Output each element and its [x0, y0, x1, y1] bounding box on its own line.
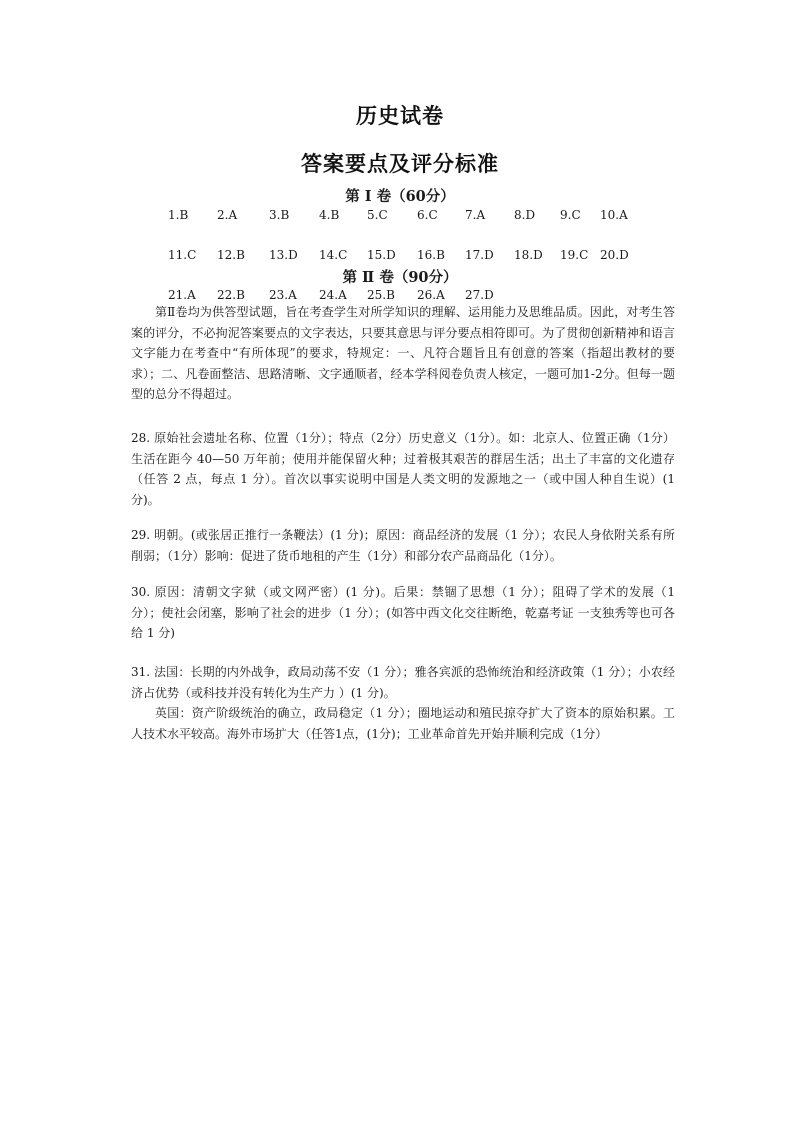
document-subtitle: 答案要点及评分标准 — [301, 152, 499, 176]
question-31-britain-answer: 英国：资产阶级统治的确立，政局稳定（1 分）；圈地运动和殖民掠夺扩大了资本的原始积累。工人技术水平较高。海外市场扩大（任答1点，(1分)；工业革命首先开始并顺利完成（1分） — [131, 706, 675, 741]
answer-item: 8.D — [514, 208, 536, 222]
answer-item: 9.C — [560, 208, 581, 222]
intro-paragraph: 第Ⅱ卷均为供答型试题，旨在考查学生对所学知识的理解、运用能力及思维品质。因此，对考生答案的评分，不必拘泥答案要点的文字表达，只要其意思与评分要点相符即可。为了贯彻创新精神和语言文字能力在考查中“有所体现”的要求，特规定：一、凡符合题旨且有创意的答案（指超出教材的要求）；二、凡卷面整洁、思路清晰、文字通顺者，经本学科阅卷负责人核定，一题可加1-2分。但每一题型的总分不得超过。 — [131, 305, 675, 401]
answer-item: 13.D — [269, 248, 298, 262]
question-31-france-answer: 31. 法国：长期的内外战争，政局动荡不安（1 分）；雅各宾派的恐怖统治和经济政策（1 分）；小农经济占优势（或科技并没有转化为生产力 ）(1 分)。 — [131, 665, 675, 700]
answer-item: 21.A — [168, 288, 196, 302]
answer-item: 20.D — [600, 248, 629, 262]
answer-item: 23.A — [269, 288, 297, 302]
answer-item: 27.D — [465, 288, 494, 302]
question-30-answer: 30. 原因：清朝文字狱（或文网严密）(1 分)。后果：禁锢了思想（1 分）；阻碍了学术的发展（1 分）；使社会闭塞，影响了社会的进步（1 分）；(如答中西文化交往断绝，乾嘉考证 一支独秀等也可各给 1 分) — [131, 585, 675, 640]
answer-item: 12.B — [217, 248, 245, 262]
answer-item: 5.C — [367, 208, 388, 222]
question-29-answer: 29. 明朝。(或张居正推行一条鞭法）(1 分)；原因：商品经济的发展（1 分）；农民人身依附关系有所削弱；（1分）影响：促进了货币地租的产生（1分）和部分农产品商品化（1分）。 — [131, 528, 675, 563]
question-28-answer: 28. 原始社会遗址名称、位置（1分）；特点（2分）历史意义（1分）。如：北京人、位置正确（1分）生活在距今 40—50 万年前；使用并能保留火种；过着极其艰苦的群居生活；出土了丰富的文化遗存（任答 2 点，每点 1 分）。首次以事实说明中国是人类文明的发源地之一（或中国人种自生说）(1分)。 — [131, 431, 675, 507]
volume-2-heading: 第 Ⅱ 卷（90分） — [342, 269, 458, 286]
answer-item: 11.C — [168, 248, 197, 262]
answer-item: 4.B — [319, 208, 340, 222]
answer-item: 17.D — [465, 248, 494, 262]
answer-item: 16.B — [417, 248, 445, 262]
document-title: 历史试卷 — [356, 104, 444, 128]
answer-row — [168, 248, 688, 268]
answer-item: 19.C — [560, 248, 589, 262]
answer-item: 10.A — [600, 208, 628, 222]
answer-item: 15.D — [367, 248, 396, 262]
answer-item: 3.B — [269, 208, 290, 222]
answer-item: 14.C — [319, 248, 348, 262]
answer-row — [168, 208, 688, 228]
answer-item: 25.B — [367, 288, 395, 302]
answer-item: 26.A — [417, 288, 445, 302]
answer-item: 1.B — [168, 208, 189, 222]
answer-item: 2.A — [217, 208, 238, 222]
answer-item: 22.B — [217, 288, 245, 302]
answer-item: 7.A — [465, 208, 486, 222]
answer-item: 6.C — [417, 208, 438, 222]
volume-1-heading: 第 Ⅰ 卷（60分） — [345, 188, 455, 205]
answer-item: 24.A — [319, 288, 347, 302]
answer-item: 18.D — [514, 248, 543, 262]
